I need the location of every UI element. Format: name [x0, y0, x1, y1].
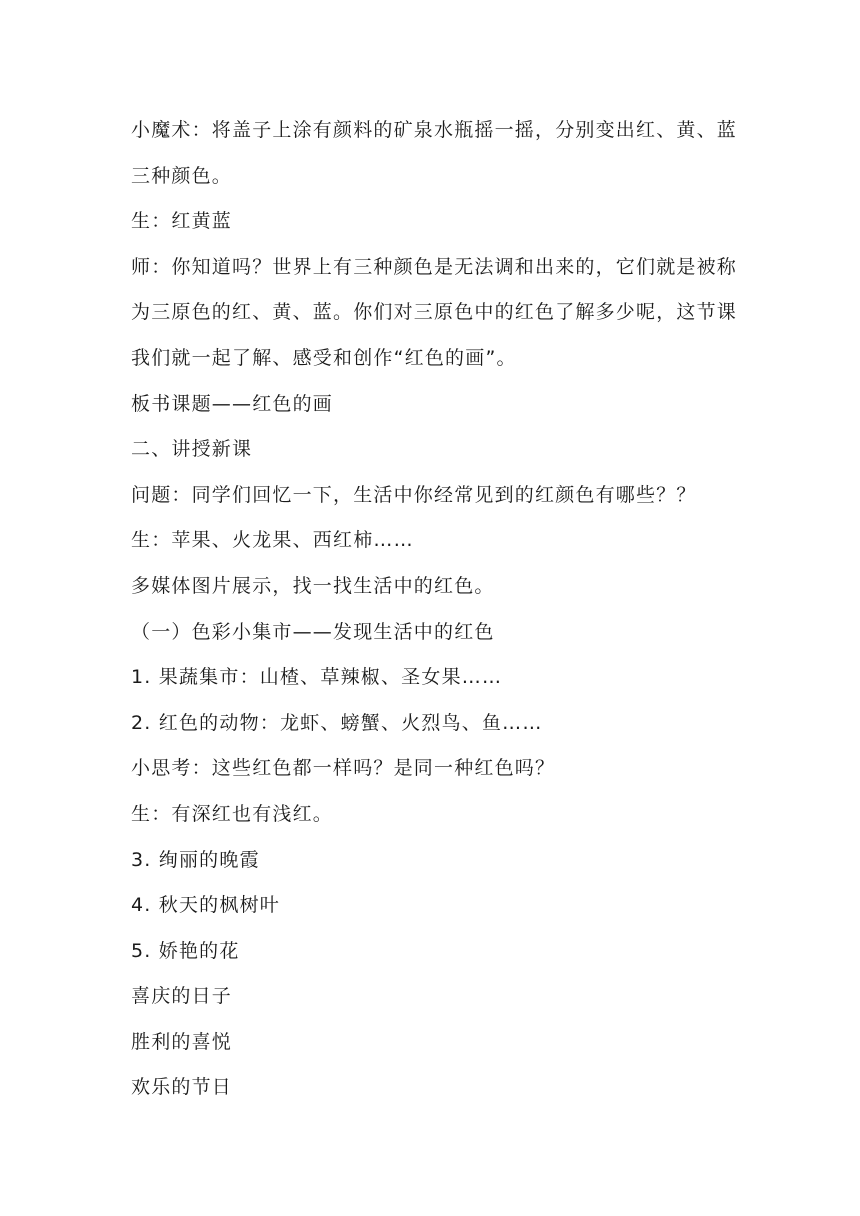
section-heading: 二、讲授新课 [131, 438, 253, 461]
text-line: 小魔术：将盖子上涂有颜料的矿泉水瓶摇一摇，分别变出红、黄、蓝 [131, 119, 738, 141]
text-line: 小思考：这些红色都一样吗？是同一种红色吗？ [131, 757, 556, 780]
list-item: 2. 红色的动物：龙虾、螃蟹、火烈鸟、鱼…… [131, 711, 543, 734]
question-line: 问题：同学们回忆一下，生活中你经常见到的红颜色有哪些？？ [131, 483, 697, 506]
list-item: 1. 果蔬集市：山楂、草辣椒、圣女果…… [131, 666, 503, 689]
document-page [131, 108, 738, 1111]
text-line: 生：红黄蓝 [131, 210, 233, 233]
subsection-heading: （一）色彩小集市——发现生活中的红色 [131, 620, 495, 643]
list-item: 4. 秋天的枫树叶 [131, 894, 280, 917]
text-line: 胜利的喜悦 [131, 1030, 233, 1053]
text-line: 生：苹果、火龙果、西红柿…… [131, 529, 414, 552]
text-line: 喜庆的日子 [131, 985, 233, 1008]
text-line: 师：你知道吗？世界上有三种颜色是无法调和出来的，它们就是被称 [131, 255, 738, 278]
text-line: 多媒体图片展示，找一找生活中的红色。 [131, 574, 495, 597]
text-line: 欢乐的节日 [131, 1076, 233, 1099]
board-title-line: 板书课题——红色的画 [131, 392, 334, 415]
text-line: 为三原色的红、黄、蓝。你们对三原色中的红色了解多少呢，这节课 [131, 301, 738, 324]
text-line: 我们就一起了解、感受和创作“红色的画”。 [131, 346, 517, 369]
list-item: 3. 绚丽的晚霞 [131, 848, 260, 871]
text-line: 三种颜色。 [131, 164, 233, 187]
list-item: 5. 娇艳的花 [131, 939, 240, 962]
text-line: 生：有深红也有浅红。 [131, 802, 334, 825]
